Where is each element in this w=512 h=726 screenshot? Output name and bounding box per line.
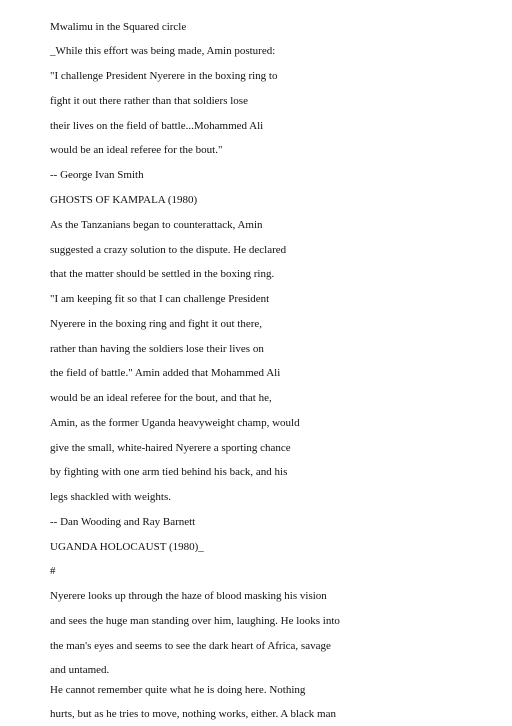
text-line: _While this effort was being made, Amin postured: [50,45,276,57]
text-line: He cannot remember quite what he is doing here. Nothing [50,684,306,696]
text-line: Mwalimu in the Squared circle [50,21,187,33]
attribution-line: -- George Ivan Smith [50,169,144,181]
text-line: hurts, but as he tries to move, nothing works, either. A black man [50,708,336,720]
text-line: As the Tanzanians began to counterattack, Amin [50,219,263,231]
text-line: would be an ideal referee for the bout, and that he, [50,392,272,404]
text-line: their lives on the field of battle...Mohammed Ali [50,120,264,132]
text-line: Nyerere looks up through the haze of blood masking his vision [50,590,327,602]
text-line: Amin, as the former Uganda heavyweight champ, would [50,417,300,429]
text-line: the field of battle." Amin added that Mohammed Ali [50,367,281,379]
text-line: would be an ideal referee for the bout." [50,144,223,156]
section-break: # [50,565,56,577]
text-line: Nyerere in the boxing ring and fight it out there, [50,318,262,330]
text-line: that the matter should be settled in the boxing ring. [50,268,275,280]
source-title-line: UGANDA HOLOCAUST (1980)_ [50,541,204,553]
source-title-line: GHOSTS OF KAMPALA (1980) [50,194,198,206]
text-line: and untamed. [50,664,110,676]
text-line: suggested a crazy solution to the dispute. He declared [50,244,287,256]
text-line: "I am keeping fit so that I can challenge President [50,293,270,305]
text-line: give the small, white-haired Nyerere a sporting chance [50,442,291,454]
text-line: "I challenge President Nyerere in the boxing ring to [50,70,278,82]
text-line: legs shackled with weights. [50,491,171,503]
text-line: the man's eyes and seems to see the dark heart of Africa, savage [50,640,331,652]
text-line: and sees the huge man standing over him, laughing. He looks into [50,615,340,627]
attribution-line: -- Dan Wooding and Ray Barnett [50,516,196,528]
text-line: fight it out there rather than that soldiers lose [50,95,248,107]
text-line: rather than having the soldiers lose their lives on [50,343,264,355]
text-line: by fighting with one arm tied behind his back, and his [50,466,288,478]
